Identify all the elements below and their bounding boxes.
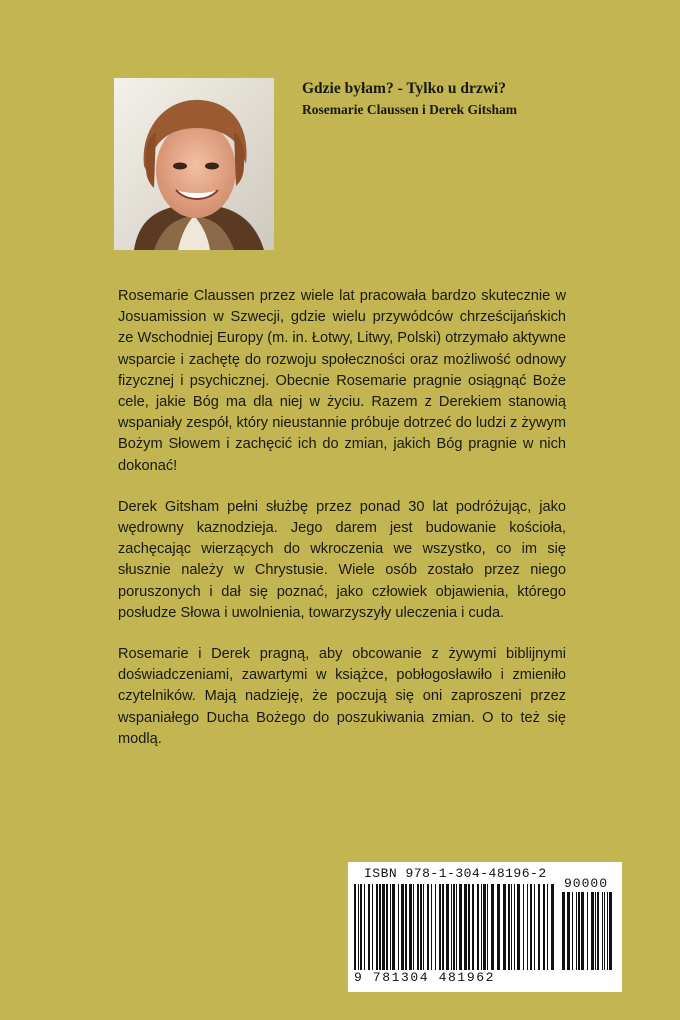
author-photo xyxy=(114,78,274,250)
barcode-bars-icon xyxy=(354,884,554,970)
barcode-box xyxy=(348,862,622,992)
book-authors: Rosemarie Claussen i Derek Gitsham xyxy=(302,102,517,117)
paragraph-closing: Rosemarie i Derek pragną, aby obcowanie z żywymi biblijnymi doświadczeniami, zawartymi w książce, pobłogosławiło i zmieniło czytelników. Mają nadzieję, że poczują się oni zaproszeni przez wspaniałego Ducha Bożego do poszukiwania zmian. O to też się modlą. xyxy=(118,646,566,747)
author-portrait-icon xyxy=(114,78,274,250)
isbn-digits: 9 781304 481962 xyxy=(354,970,496,985)
title-block xyxy=(302,80,662,118)
addon-barcode-bars-icon xyxy=(562,892,616,970)
isbn-label: ISBN 978-1-304-48196-2 xyxy=(364,866,547,881)
book-title: Gdzie byłam? - Tylko u drzwi? xyxy=(302,80,506,97)
blurb xyxy=(118,286,566,770)
price-code: 90000 xyxy=(564,876,609,891)
paragraph-derek: Derek Gitsham pełni służbę przez ponad 30 lat podróżując, jako wędrowny kaznodzieja. Jego darem jest budowanie kościoła, zachęcając wierzących do wkroczenia we wszystko, co im się słusznie należy w Chrystusie. Wiele osób zostało przez niego poruszonych i dał się poznać, jako człowiek objawienia, którego posłudze Słowa i uwolnienia, towarzyszyły uleczenia i cuda. xyxy=(118,498,566,621)
paragraph-rosemarie: Rosemarie Claussen przez wiele lat pracowała bardzo skutecznie w Josuamission w Szwecji, gdzie wielu przywódców chrześcijańskich ze Wschodniej Europy (m. in. Łotwy, Litwy, Polski) otrzymało aktywne wsparcie i zachętę do rozwoju społeczności oraz możliwość odnowy fizycznej i psychicznej. Obecnie Rosemarie pragnie osiągnąć Boże cele, jakie Bóg ma dla niej w życiu. Razem z Derekiem stanowią wspaniały zespół, który nieustannie próbuje dotrzeć do ludzi z żywym Bożym Słowem i zachęcić ich do zmian, jakich Bóg pragnie w nich dokonać! xyxy=(118,288,566,474)
